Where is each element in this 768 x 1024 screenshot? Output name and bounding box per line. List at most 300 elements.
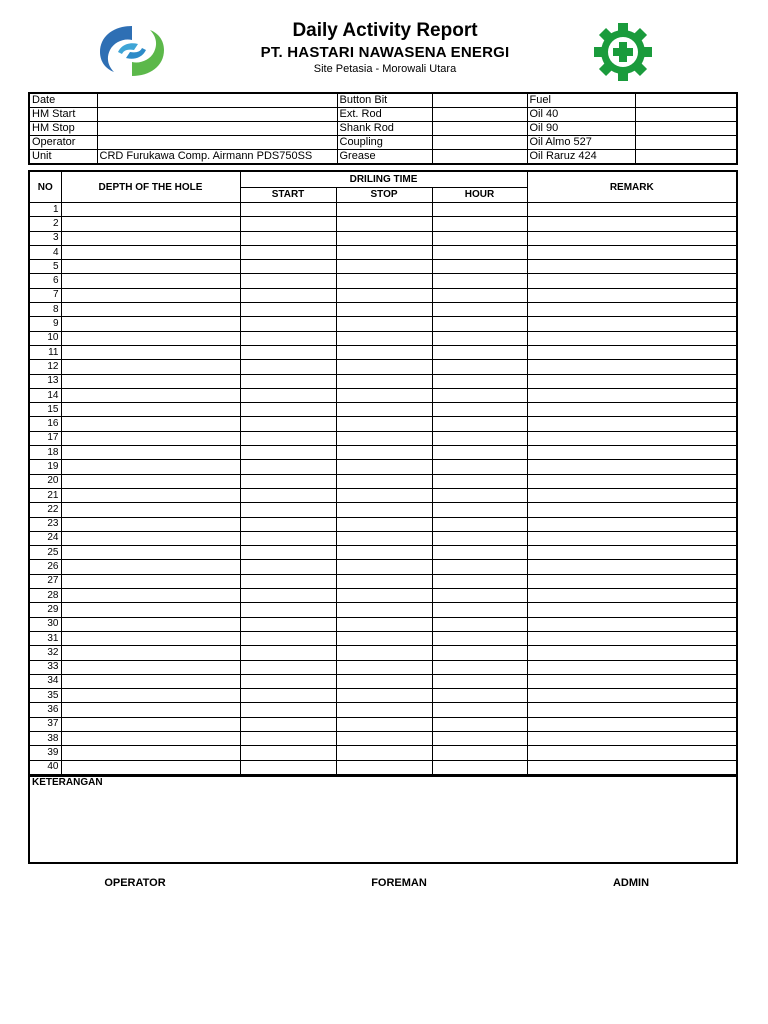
remark-cell[interactable]: [527, 388, 737, 402]
start-cell[interactable]: [240, 617, 336, 631]
stop-cell[interactable]: [336, 260, 432, 274]
company-name: PT. HASTARI NAWASENA ENERGI: [260, 44, 510, 61]
row-number: 7: [29, 288, 61, 302]
stop-cell[interactable]: [336, 560, 432, 574]
depth-cell[interactable]: [61, 417, 240, 431]
info-table: [28, 92, 738, 165]
hour-cell[interactable]: [432, 703, 527, 717]
stop-cell[interactable]: [336, 631, 432, 645]
remark-cell[interactable]: [527, 646, 737, 660]
depth-cell[interactable]: [61, 646, 240, 660]
table-row: [29, 388, 737, 402]
hour-cell[interactable]: [432, 674, 527, 688]
start-cell[interactable]: [240, 603, 336, 617]
remark-cell[interactable]: [527, 203, 737, 217]
info-label: HM Start: [29, 108, 97, 122]
start-cell[interactable]: [240, 288, 336, 302]
activity-table: [28, 170, 738, 776]
row-number: 1: [29, 203, 61, 217]
table-row: [29, 603, 737, 617]
depth-cell[interactable]: [61, 531, 240, 545]
depth-cell[interactable]: [61, 689, 240, 703]
start-cell[interactable]: [240, 731, 336, 745]
info-row: [29, 150, 737, 165]
hour-cell[interactable]: [432, 288, 527, 302]
start-cell[interactable]: [240, 345, 336, 359]
remark-cell[interactable]: [527, 374, 737, 388]
stop-cell[interactable]: [336, 388, 432, 402]
info-label: Coupling: [337, 136, 432, 150]
table-row: [29, 260, 737, 274]
depth-cell[interactable]: [61, 717, 240, 731]
depth-cell[interactable]: [61, 203, 240, 217]
depth-cell[interactable]: [61, 217, 240, 231]
remark-header: REMARK: [527, 171, 737, 203]
remark-cell[interactable]: [527, 245, 737, 259]
safety-cross-gear-icon: [587, 22, 659, 82]
stop-cell[interactable]: [336, 503, 432, 517]
depth-cell[interactable]: [61, 460, 240, 474]
start-cell[interactable]: [240, 631, 336, 645]
remark-cell[interactable]: [527, 317, 737, 331]
row-number: 6: [29, 274, 61, 288]
info-value[interactable]: [635, 136, 737, 150]
depth-cell[interactable]: [61, 274, 240, 288]
hour-cell[interactable]: [432, 503, 527, 517]
depth-cell[interactable]: [61, 446, 240, 460]
hour-cell[interactable]: [432, 617, 527, 631]
stop-cell[interactable]: [336, 617, 432, 631]
info-row: [29, 136, 737, 150]
remark-cell[interactable]: [527, 717, 737, 731]
depth-cell[interactable]: [61, 631, 240, 645]
stop-cell[interactable]: [336, 674, 432, 688]
stop-cell[interactable]: [336, 574, 432, 588]
remark-cell[interactable]: [527, 345, 737, 359]
table-row: [29, 646, 737, 660]
remark-cell[interactable]: [527, 574, 737, 588]
info-label: HM Stop: [29, 122, 97, 136]
row-number: 32: [29, 646, 61, 660]
remark-cell[interactable]: [527, 703, 737, 717]
hour-cell[interactable]: [432, 217, 527, 231]
start-cell[interactable]: [240, 231, 336, 245]
depth-cell[interactable]: [61, 303, 240, 317]
remark-cell[interactable]: [527, 517, 737, 531]
depth-cell[interactable]: [61, 317, 240, 331]
start-cell[interactable]: [240, 274, 336, 288]
hour-cell[interactable]: [432, 417, 527, 431]
depth-cell[interactable]: [61, 589, 240, 603]
remark-cell[interactable]: [527, 531, 737, 545]
remark-cell[interactable]: [527, 403, 737, 417]
stop-cell[interactable]: [336, 731, 432, 745]
row-number: 21: [29, 488, 61, 502]
remark-cell[interactable]: [527, 417, 737, 431]
depth-cell[interactable]: [61, 603, 240, 617]
hour-cell[interactable]: [432, 731, 527, 745]
admin-signature-label: ADMIN: [612, 877, 650, 889]
table-row: [29, 746, 737, 760]
hour-cell[interactable]: [432, 388, 527, 402]
depth-cell[interactable]: [61, 703, 240, 717]
table-row: [29, 288, 737, 302]
row-number: 24: [29, 531, 61, 545]
row-number: 10: [29, 331, 61, 345]
depth-cell[interactable]: [61, 360, 240, 374]
hour-cell[interactable]: [432, 689, 527, 703]
start-cell[interactable]: [240, 388, 336, 402]
remark-cell[interactable]: [527, 331, 737, 345]
remark-cell[interactable]: [527, 631, 737, 645]
stop-cell[interactable]: [336, 517, 432, 531]
hour-cell[interactable]: [432, 746, 527, 760]
depth-cell[interactable]: [61, 245, 240, 259]
stop-cell[interactable]: [336, 245, 432, 259]
hour-cell[interactable]: [432, 603, 527, 617]
depth-cell[interactable]: [61, 431, 240, 445]
hour-cell[interactable]: [432, 260, 527, 274]
table-row: [29, 517, 737, 531]
table-row: [29, 703, 737, 717]
hour-cell[interactable]: [432, 488, 527, 502]
start-cell[interactable]: [240, 446, 336, 460]
remark-cell[interactable]: [527, 303, 737, 317]
depth-cell[interactable]: [61, 560, 240, 574]
table-row: [29, 660, 737, 674]
stop-cell[interactable]: [336, 546, 432, 560]
start-cell[interactable]: [240, 417, 336, 431]
remark-cell[interactable]: [527, 617, 737, 631]
info-value[interactable]: [635, 93, 737, 108]
row-number: 20: [29, 474, 61, 488]
row-number: 8: [29, 303, 61, 317]
remark-cell[interactable]: [527, 560, 737, 574]
depth-cell[interactable]: [61, 617, 240, 631]
stop-cell[interactable]: [336, 303, 432, 317]
remark-cell[interactable]: [527, 460, 737, 474]
stop-cell[interactable]: [336, 474, 432, 488]
info-value[interactable]: [97, 108, 337, 122]
start-cell[interactable]: [240, 560, 336, 574]
hour-cell[interactable]: [432, 589, 527, 603]
row-number: 36: [29, 703, 61, 717]
remark-cell[interactable]: [527, 231, 737, 245]
row-number: 12: [29, 360, 61, 374]
depth-cell[interactable]: [61, 374, 240, 388]
hour-cell[interactable]: [432, 717, 527, 731]
start-cell[interactable]: [240, 203, 336, 217]
hour-cell[interactable]: [432, 303, 527, 317]
depth-cell[interactable]: [61, 345, 240, 359]
start-cell[interactable]: [240, 503, 336, 517]
info-value[interactable]: CRD Furukawa Comp. Airmann PDS750SS: [97, 150, 337, 165]
table-row: [29, 274, 737, 288]
row-number: 28: [29, 589, 61, 603]
remark-cell[interactable]: [527, 488, 737, 502]
depth-cell[interactable]: [61, 746, 240, 760]
row-number: 38: [29, 731, 61, 745]
start-cell[interactable]: [240, 760, 336, 775]
table-row: [29, 617, 737, 631]
hour-cell[interactable]: [432, 374, 527, 388]
hour-cell[interactable]: [432, 574, 527, 588]
row-number: 27: [29, 574, 61, 588]
info-label: Operator: [29, 136, 97, 150]
remark-cell[interactable]: [527, 760, 737, 775]
stop-cell[interactable]: [336, 589, 432, 603]
table-row: [29, 360, 737, 374]
stop-cell[interactable]: [336, 374, 432, 388]
table-row: [29, 674, 737, 688]
remark-cell[interactable]: [527, 503, 737, 517]
stop-cell[interactable]: [336, 746, 432, 760]
stop-cell[interactable]: [336, 417, 432, 431]
info-label: Unit: [29, 150, 97, 165]
info-value[interactable]: [97, 136, 337, 150]
table-row: [29, 531, 737, 545]
start-cell[interactable]: [240, 589, 336, 603]
depth-cell[interactable]: [61, 546, 240, 560]
start-cell[interactable]: [240, 517, 336, 531]
hour-cell[interactable]: [432, 331, 527, 345]
stop-cell[interactable]: [336, 288, 432, 302]
start-cell[interactable]: [240, 460, 336, 474]
info-value[interactable]: [432, 150, 527, 165]
table-row: [29, 546, 737, 560]
stop-cell[interactable]: [336, 231, 432, 245]
hour-cell[interactable]: [432, 274, 527, 288]
depth-cell[interactable]: [61, 488, 240, 502]
info-value[interactable]: [97, 93, 337, 108]
remark-cell[interactable]: [527, 546, 737, 560]
remark-cell[interactable]: [527, 431, 737, 445]
hour-cell[interactable]: [432, 231, 527, 245]
start-cell[interactable]: [240, 431, 336, 445]
row-number: 13: [29, 374, 61, 388]
remark-cell[interactable]: [527, 589, 737, 603]
stop-cell[interactable]: [336, 531, 432, 545]
hour-cell[interactable]: [432, 360, 527, 374]
row-number: 9: [29, 317, 61, 331]
start-cell[interactable]: [240, 546, 336, 560]
depth-cell[interactable]: [61, 660, 240, 674]
hour-cell[interactable]: [432, 203, 527, 217]
stop-cell[interactable]: [336, 717, 432, 731]
stop-cell[interactable]: [336, 488, 432, 502]
table-row: [29, 689, 737, 703]
start-cell[interactable]: [240, 717, 336, 731]
start-cell[interactable]: [240, 374, 336, 388]
depth-cell[interactable]: [61, 288, 240, 302]
hour-cell[interactable]: [432, 531, 527, 545]
row-number: 35: [29, 689, 61, 703]
table-row: [29, 631, 737, 645]
hour-cell[interactable]: [432, 560, 527, 574]
stop-cell[interactable]: [336, 431, 432, 445]
keterangan-label: KETERANGAN: [32, 777, 103, 788]
start-cell[interactable]: [240, 531, 336, 545]
row-number: 22: [29, 503, 61, 517]
start-cell[interactable]: [240, 474, 336, 488]
remark-cell[interactable]: [527, 660, 737, 674]
start-cell[interactable]: [240, 674, 336, 688]
stop-cell[interactable]: [336, 703, 432, 717]
row-number: 37: [29, 717, 61, 731]
table-row: [29, 431, 737, 445]
depth-cell[interactable]: [61, 474, 240, 488]
depth-cell[interactable]: [61, 503, 240, 517]
hour-cell[interactable]: [432, 345, 527, 359]
start-header: START: [240, 187, 336, 203]
stop-cell[interactable]: [336, 203, 432, 217]
hour-cell[interactable]: [432, 517, 527, 531]
info-row: [29, 122, 737, 136]
info-value[interactable]: [432, 122, 527, 136]
start-cell[interactable]: [240, 574, 336, 588]
info-value[interactable]: [635, 122, 737, 136]
remark-cell[interactable]: [527, 603, 737, 617]
stop-cell[interactable]: [336, 460, 432, 474]
row-number: 17: [29, 431, 61, 445]
remark-cell[interactable]: [527, 731, 737, 745]
remark-cell[interactable]: [527, 260, 737, 274]
start-cell[interactable]: [240, 317, 336, 331]
start-cell[interactable]: [240, 703, 336, 717]
table-row: [29, 717, 737, 731]
hour-cell[interactable]: [432, 403, 527, 417]
start-cell[interactable]: [240, 746, 336, 760]
table-row: [29, 231, 737, 245]
start-cell[interactable]: [240, 245, 336, 259]
start-cell[interactable]: [240, 488, 336, 502]
hour-cell[interactable]: [432, 317, 527, 331]
info-value[interactable]: [432, 93, 527, 108]
start-cell[interactable]: [240, 303, 336, 317]
depth-cell[interactable]: [61, 231, 240, 245]
keterangan-box[interactable]: [28, 776, 738, 864]
start-cell[interactable]: [240, 260, 336, 274]
hour-cell[interactable]: [432, 474, 527, 488]
start-cell[interactable]: [240, 217, 336, 231]
stop-cell[interactable]: [336, 317, 432, 331]
stop-cell[interactable]: [336, 403, 432, 417]
remark-cell[interactable]: [527, 288, 737, 302]
table-row: [29, 488, 737, 502]
row-number: 14: [29, 388, 61, 402]
hour-cell[interactable]: [432, 446, 527, 460]
stop-cell[interactable]: [336, 760, 432, 775]
stop-cell[interactable]: [336, 345, 432, 359]
row-number: 33: [29, 660, 61, 674]
hour-cell[interactable]: [432, 460, 527, 474]
stop-cell[interactable]: [336, 689, 432, 703]
table-row: [29, 403, 737, 417]
hour-cell[interactable]: [432, 760, 527, 775]
remark-cell[interactable]: [527, 360, 737, 374]
remark-cell[interactable]: [527, 217, 737, 231]
company-logo-icon: [94, 22, 170, 80]
start-cell[interactable]: [240, 660, 336, 674]
remark-cell[interactable]: [527, 674, 737, 688]
row-number: 16: [29, 417, 61, 431]
depth-cell[interactable]: [61, 260, 240, 274]
row-number: 26: [29, 560, 61, 574]
table-row: [29, 574, 737, 588]
info-label: Oil 90: [527, 122, 635, 136]
remark-cell[interactable]: [527, 446, 737, 460]
info-label: Date: [29, 93, 97, 108]
start-cell[interactable]: [240, 331, 336, 345]
remark-cell[interactable]: [527, 689, 737, 703]
start-cell[interactable]: [240, 403, 336, 417]
remark-cell[interactable]: [527, 474, 737, 488]
table-row: [29, 474, 737, 488]
stop-cell[interactable]: [336, 360, 432, 374]
info-value[interactable]: [432, 136, 527, 150]
depth-cell[interactable]: [61, 403, 240, 417]
row-number: 40: [29, 760, 61, 775]
depth-cell[interactable]: [61, 331, 240, 345]
hour-cell[interactable]: [432, 245, 527, 259]
hour-header: HOUR: [432, 187, 527, 203]
start-cell[interactable]: [240, 646, 336, 660]
stop-cell[interactable]: [336, 446, 432, 460]
remark-cell[interactable]: [527, 274, 737, 288]
info-value[interactable]: [432, 108, 527, 122]
stop-cell[interactable]: [336, 646, 432, 660]
stop-cell[interactable]: [336, 274, 432, 288]
hour-cell[interactable]: [432, 646, 527, 660]
depth-header: DEPTH OF THE HOLE: [61, 171, 240, 203]
info-value[interactable]: [635, 150, 737, 165]
table-row: [29, 460, 737, 474]
info-value[interactable]: [635, 108, 737, 122]
row-number: 34: [29, 674, 61, 688]
stop-cell[interactable]: [336, 660, 432, 674]
depth-cell[interactable]: [61, 517, 240, 531]
info-value[interactable]: [97, 122, 337, 136]
hour-cell[interactable]: [432, 660, 527, 674]
foreman-signature-label: FOREMAN: [371, 877, 427, 889]
depth-cell[interactable]: [61, 731, 240, 745]
table-row: [29, 203, 737, 217]
hour-cell[interactable]: [432, 431, 527, 445]
stop-cell[interactable]: [336, 217, 432, 231]
stop-cell[interactable]: [336, 603, 432, 617]
table-row: [29, 317, 737, 331]
depth-cell[interactable]: [61, 388, 240, 402]
start-cell[interactable]: [240, 689, 336, 703]
depth-cell[interactable]: [61, 760, 240, 775]
table-row: [29, 446, 737, 460]
table-row: [29, 303, 737, 317]
operator-signature-label: OPERATOR: [104, 877, 166, 889]
start-cell[interactable]: [240, 360, 336, 374]
info-label: Fuel: [527, 93, 635, 108]
hour-cell[interactable]: [432, 546, 527, 560]
depth-cell[interactable]: [61, 574, 240, 588]
remark-cell[interactable]: [527, 746, 737, 760]
info-label: Oil Raruz 424: [527, 150, 635, 165]
table-row: [29, 417, 737, 431]
stop-cell[interactable]: [336, 331, 432, 345]
depth-cell[interactable]: [61, 674, 240, 688]
hour-cell[interactable]: [432, 631, 527, 645]
site-name: Site Petasia - Morowali Utara: [313, 63, 457, 75]
table-row: [29, 760, 737, 775]
info-label: Button Bit: [337, 93, 432, 108]
